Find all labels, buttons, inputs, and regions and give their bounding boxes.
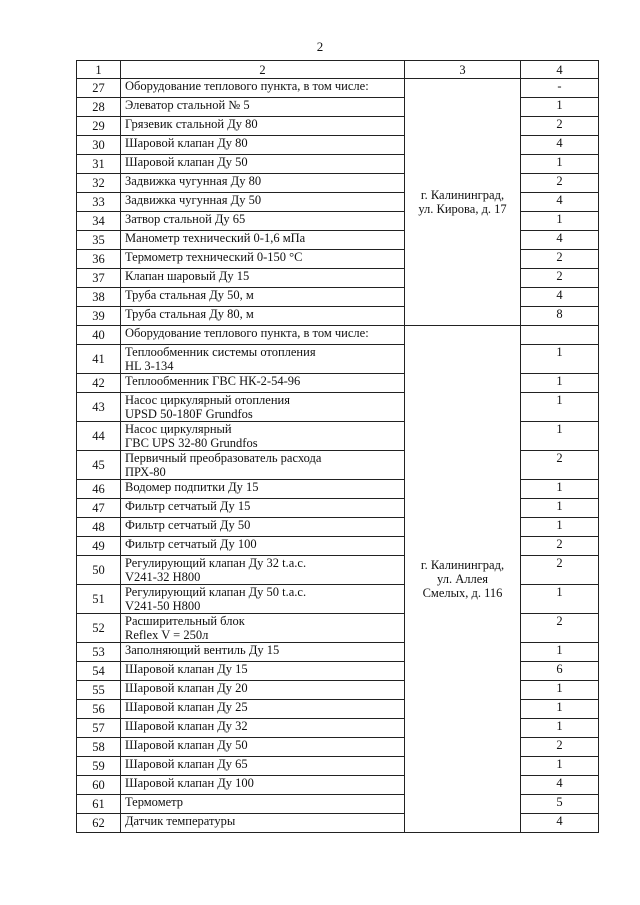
item-name-line: Водомер подпитки Ду 15 [125,480,259,494]
header-col-1: 1 [77,61,121,79]
row-number: 57 [77,719,121,738]
row-number: 32 [77,174,121,193]
item-quantity: 1 [521,155,599,174]
table-row [77,136,599,155]
item-name-line: Шаровой клапан Ду 80 [125,136,248,150]
item-name [121,117,405,136]
item-name-line: Задвижка чугунная Ду 80 [125,174,262,188]
item-name [121,643,405,662]
item-name-line: UPSD 50-180F Grundfos [125,407,253,421]
item-name [121,345,405,374]
item-name [121,155,405,174]
table-row [77,345,599,374]
table-row [77,643,599,662]
table-row [77,288,599,307]
item-name-line: Термометр [125,795,184,809]
row-number: 40 [77,326,121,345]
table-row [77,537,599,556]
item-name-line: Труба стальная Ду 80, м [125,307,254,321]
row-number: 51 [77,585,121,614]
item-name [121,537,405,556]
item-name-line: Труба стальная Ду 50, м [125,288,254,302]
table-row [77,451,599,480]
item-quantity: 2 [521,117,599,136]
item-name [121,700,405,719]
table-body [77,79,599,833]
item-quantity: 2 [521,537,599,556]
row-number: 39 [77,307,121,326]
item-quantity: 1 [521,345,599,374]
item-name [121,719,405,738]
item-name-line: Насос циркулярный отопления [125,393,290,407]
item-quantity: 1 [521,518,599,537]
table-row [77,700,599,719]
row-number: 53 [77,643,121,662]
item-name [121,585,405,614]
row-number: 56 [77,700,121,719]
item-name [121,269,405,288]
item-quantity: 2 [521,738,599,757]
item-name [121,614,405,643]
item-quantity: 2 [521,269,599,288]
item-name [121,738,405,757]
table-row [77,776,599,795]
item-name-line: Затвор стальной Ду 65 [125,212,246,226]
item-name [121,326,405,345]
item-name-line: Манометр технический 0-1,6 мПа [125,231,306,245]
table-row [77,422,599,451]
item-quantity: 4 [521,776,599,795]
header-col-4: 4 [521,61,599,79]
item-quantity: 2 [521,614,599,643]
item-name-line: Шаровой клапан Ду 20 [125,681,248,695]
header-col-3: 3 [405,61,521,79]
item-name [121,451,405,480]
table-row [77,814,599,833]
item-name [121,98,405,117]
table-row [77,518,599,537]
table-row [77,480,599,499]
table-row [77,662,599,681]
item-quantity: 2 [521,250,599,269]
address-line: г. Калининград, [420,188,505,202]
row-number: 41 [77,345,121,374]
page-number: 2 [316,39,324,54]
table-row [77,614,599,643]
item-quantity: 2 [521,556,599,585]
row-number: 42 [77,374,121,393]
address-line: ул. Аллея [437,572,488,586]
item-name-line: Регулирующий клапан Ду 32 t.a.c. [125,556,307,570]
row-number: 29 [77,117,121,136]
item-name-line: Регулирующий клапан Ду 50 t.a.c. [125,585,307,599]
equipment-table [76,60,599,833]
table-row [77,79,599,98]
item-name [121,374,405,393]
item-name-line: Грязевик стальной Ду 80 [125,117,258,131]
row-number: 62 [77,814,121,833]
table-row [77,393,599,422]
item-name [121,136,405,155]
item-name-line: Шаровой клапан Ду 50 [125,738,248,752]
table-row [77,757,599,776]
item-quantity: 1 [521,585,599,614]
location-address [405,326,521,833]
item-name-line: V241-32 H800 [125,570,201,584]
table-row [77,212,599,231]
item-quantity: 1 [521,480,599,499]
item-quantity: 2 [521,451,599,480]
item-name-line: Фильтр сетчатый Ду 50 [125,518,251,532]
item-quantity [521,326,599,345]
item-name [121,288,405,307]
item-name [121,307,405,326]
address-line: Смелых, д. 116 [422,586,503,600]
item-name-line: Насос циркулярный [125,422,232,436]
item-name-line: Шаровой клапан Ду 32 [125,719,248,733]
table-row [77,585,599,614]
item-name-line: Термометр технический 0-150 °С [125,250,303,264]
item-name [121,174,405,193]
item-name-line: Датчик температуры [125,814,236,828]
item-name-line: ПРХ-80 [125,465,166,479]
item-quantity: 1 [521,643,599,662]
row-number: 33 [77,193,121,212]
item-quantity: 1 [521,393,599,422]
table-row [77,738,599,757]
item-name [121,518,405,537]
item-quantity: 1 [521,757,599,776]
row-number: 37 [77,269,121,288]
item-name [121,193,405,212]
item-quantity: 1 [521,374,599,393]
item-name-line: HL 3-134 [125,359,174,373]
item-quantity: 2 [521,174,599,193]
table-row [77,155,599,174]
item-name-line: Теплообменник системы отопления [125,345,316,359]
table-row [77,174,599,193]
table-row [77,231,599,250]
item-quantity: 4 [521,136,599,155]
row-number: 34 [77,212,121,231]
item-name [121,556,405,585]
item-quantity: 1 [521,719,599,738]
row-number: 45 [77,451,121,480]
item-name [121,480,405,499]
item-name-line: Шаровой клапан Ду 50 [125,155,248,169]
item-name [121,776,405,795]
item-quantity: 1 [521,700,599,719]
table-row [77,499,599,518]
item-name-line: Фильтр сетчатый Ду 100 [125,537,257,551]
item-name-line: Шаровой клапан Ду 15 [125,662,248,676]
row-number: 55 [77,681,121,700]
item-quantity: 4 [521,814,599,833]
item-name [121,212,405,231]
item-name-line: V241-50 H800 [125,599,201,613]
item-quantity: 4 [521,288,599,307]
item-quantity: 1 [521,98,599,117]
item-name [121,814,405,833]
row-number: 48 [77,518,121,537]
item-name [121,662,405,681]
item-name [121,79,405,98]
row-number: 47 [77,499,121,518]
item-quantity: 8 [521,307,599,326]
table-row [77,269,599,288]
item-name-line: Задвижка чугунная Ду 50 [125,193,262,207]
row-number: 35 [77,231,121,250]
item-name-line: Reflex V = 250л [125,628,209,642]
item-name-line: Фильтр сетчатый Ду 15 [125,499,251,513]
item-name-line: Оборудование теплового пункта, в том числе: [125,326,369,340]
row-number: 46 [77,480,121,499]
item-name-line: Шаровой клапан Ду 25 [125,700,248,714]
row-number: 61 [77,795,121,814]
row-number: 44 [77,422,121,451]
item-name-line: Теплообменник ГВС НК-2-54-96 [125,374,301,388]
table-row [77,117,599,136]
table-row [77,719,599,738]
item-quantity: 1 [521,212,599,231]
row-number: 58 [77,738,121,757]
item-quantity: 4 [521,193,599,212]
row-number: 27 [77,79,121,98]
table-row [77,681,599,700]
table-header-row [77,61,599,79]
item-name-line: Первичный преобразователь расхода [125,451,322,465]
row-number: 36 [77,250,121,269]
item-quantity: 5 [521,795,599,814]
table-row [77,556,599,585]
row-number: 43 [77,393,121,422]
item-quantity: 4 [521,231,599,250]
item-name [121,231,405,250]
item-name-line: Шаровой клапан Ду 100 [125,776,254,790]
item-name [121,422,405,451]
row-number: 54 [77,662,121,681]
item-quantity: 6 [521,662,599,681]
item-name [121,250,405,269]
row-number: 30 [77,136,121,155]
item-name-line: ГВС UPS 32-80 Grundfos [125,436,258,450]
table-row [77,374,599,393]
table-row [77,250,599,269]
row-number: 49 [77,537,121,556]
item-name [121,681,405,700]
table-row [77,795,599,814]
header-col-2: 2 [121,61,405,79]
row-number: 59 [77,757,121,776]
item-quantity: 1 [521,499,599,518]
item-name-line: Расширительный блок [125,614,245,628]
row-number: 31 [77,155,121,174]
table-row [77,98,599,117]
row-number: 38 [77,288,121,307]
address-line: ул. Кирова, д. 17 [418,202,507,216]
table-row [77,307,599,326]
row-number: 52 [77,614,121,643]
item-name-line: Оборудование теплового пункта, в том числе: [125,79,369,93]
item-name-line: Шаровой клапан Ду 65 [125,757,248,771]
table-row [77,193,599,212]
table-row [77,326,599,345]
row-number: 28 [77,98,121,117]
row-number: 60 [77,776,121,795]
item-name-line: Заполняющий вентиль Ду 15 [125,643,280,657]
row-number: 50 [77,556,121,585]
item-name-line: Клапан шаровый Ду 15 [125,269,250,283]
item-name [121,499,405,518]
item-name [121,757,405,776]
location-address [405,79,521,326]
item-quantity: - [521,79,599,98]
item-name-line: Элеватор стальной № 5 [125,98,250,112]
item-quantity: 1 [521,681,599,700]
item-name [121,393,405,422]
address-line: г. Калининград, [420,558,505,572]
item-quantity: 1 [521,422,599,451]
item-name [121,795,405,814]
